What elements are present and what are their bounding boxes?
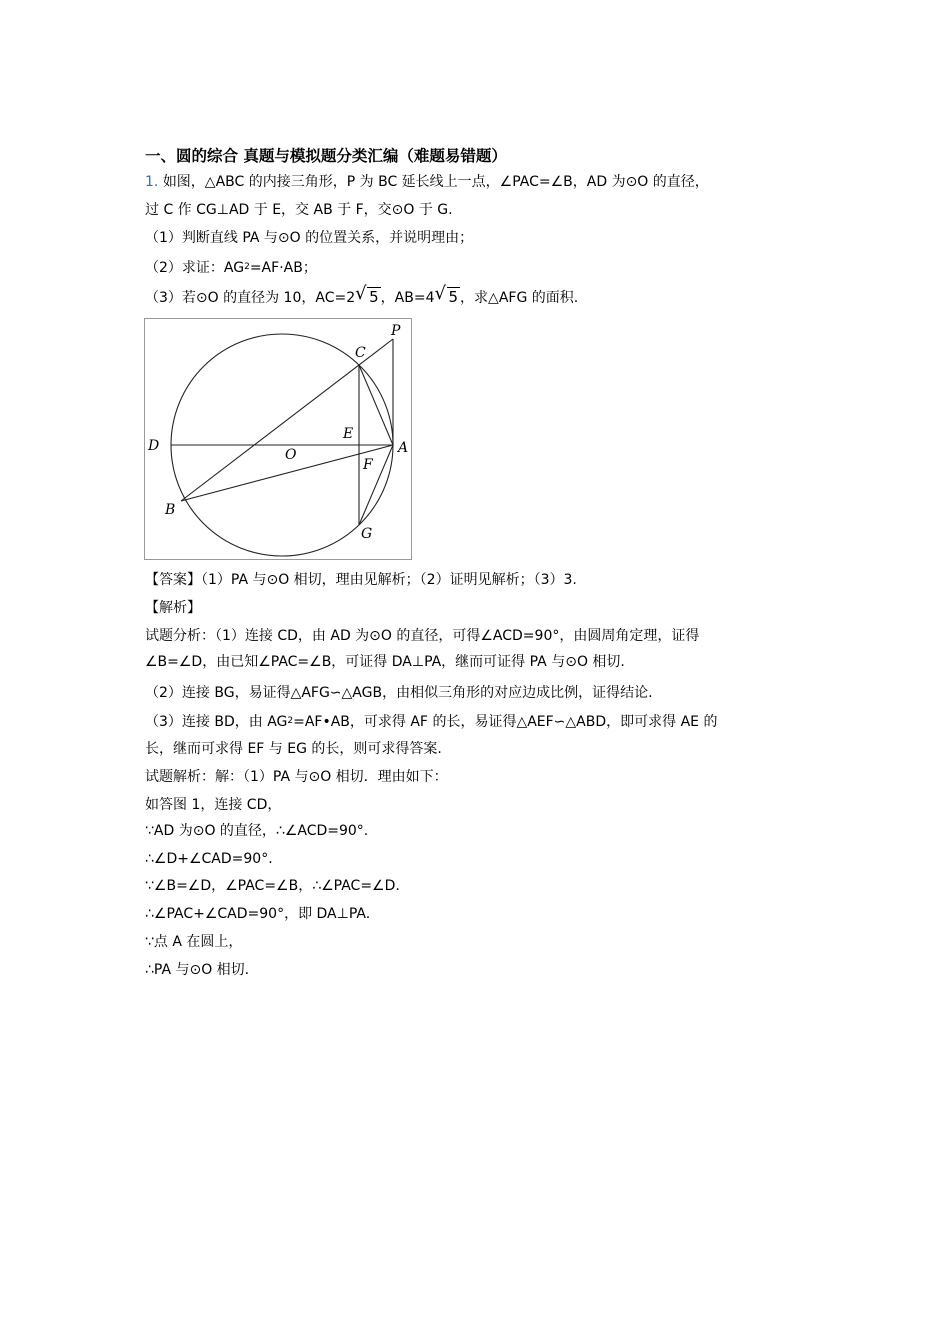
label-o: O bbox=[285, 447, 297, 463]
analysis-line-3: （2）连接 BG，易证得△AFG∽△AGB，由相似三角形的对应边成比例，证得结论. bbox=[145, 685, 653, 701]
label-b: B bbox=[165, 502, 176, 518]
analysis-line-8: ∵AD 为⊙O 的直径，∴∠ACD=90°. bbox=[145, 823, 369, 839]
label-f: F bbox=[363, 457, 373, 473]
label-a: A bbox=[398, 440, 409, 456]
analysis-line-5: 长，继而可求得 EF 与 EG 的长，则可求得答案. bbox=[145, 741, 442, 757]
answer-line: 【答案】（1）PA 与⊙O 相切，理由见解析；（2）证明见解析；（3）3. bbox=[145, 572, 577, 588]
label-e: E bbox=[343, 426, 354, 442]
circle-diagram bbox=[145, 319, 411, 559]
analysis-line-4: （3）连接 BD，由 $AG^2=AF•AB$，可求得 AF 的长，易证得△AEF∽△ABD，即可求得 AE 的 bbox=[145, 714, 718, 730]
problem-stem-1: 如图，△ABC 的内接三角形，P 为 BC 延长线上一点，∠PAC=∠B，AD 为⊙O 的直径， bbox=[162, 174, 709, 190]
problem-stem-2: 过 C 作 CG⊥AD 于 E，交 AB 于 F，交⊙O 于 G. bbox=[145, 202, 453, 218]
analysis-line-11: ∴∠PAC+∠CAD=90°，即 DA⊥PA. bbox=[145, 906, 371, 922]
analysis-line-7: 如答图 1，连接 CD， bbox=[145, 797, 282, 813]
label-d: D bbox=[148, 438, 160, 454]
label-g: G bbox=[361, 526, 373, 542]
question-1: （1）判断直线 PA 与⊙O 的位置关系，并说明理由； bbox=[145, 230, 474, 246]
analysis-line-10: ∵∠B=∠D，∠PAC=∠B，∴∠PAC=∠D. bbox=[145, 878, 400, 894]
line-bp bbox=[181, 339, 393, 501]
analysis-heading: 【解析】 bbox=[145, 600, 201, 616]
analysis-line-6: 试题解析：解：（1）PA 与⊙O 相切．理由如下： bbox=[145, 769, 448, 785]
problem-number: 1. bbox=[145, 174, 159, 190]
geometry-figure bbox=[144, 318, 412, 560]
analysis-line-13: ∴PA 与⊙O 相切. bbox=[145, 962, 250, 978]
sqrt-5-icon: √ 5 bbox=[437, 287, 461, 308]
question-2: （2）求证：$AG^2=AF\cdot AB$； bbox=[145, 260, 317, 276]
analysis-line-1: 试题分析：（1）连接 CD，由 AD 为⊙O 的直径，可得∠ACD=90°，由圆周角定理，证得 bbox=[145, 628, 700, 644]
sqrt-5-icon: √ 5 bbox=[357, 287, 381, 308]
question-3: （3）若⊙O 的直径为 10，AC=2√ 5 ，AB=4√ 5 ，求△AFG 的面积. bbox=[145, 287, 578, 308]
problem-stem-line-1 bbox=[145, 172, 709, 192]
label-c: C bbox=[355, 345, 366, 361]
chord-ca bbox=[359, 365, 393, 445]
section-title: 一、圆的综合 真题与模拟题分类汇编（难题易错题） bbox=[145, 147, 507, 165]
analysis-line-9: ∴∠D+∠CAD=90°. bbox=[145, 851, 273, 867]
label-p: P bbox=[391, 323, 401, 339]
analysis-line-12: ∵点 A 在圆上， bbox=[145, 934, 243, 950]
analysis-line-2: ∠B=∠D，由已知∠PAC=∠B，可证得 DA⊥PA，继而可证得 PA 与⊙O 相切. bbox=[145, 654, 625, 670]
